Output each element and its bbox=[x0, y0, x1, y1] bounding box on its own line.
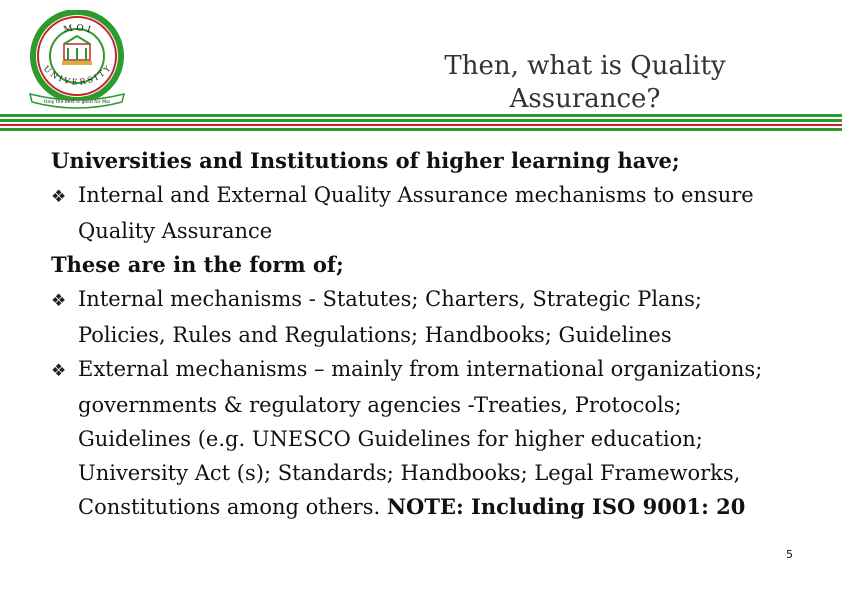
bullet-continuation: Guidelines (e.g. UNESCO Guidelines for higher education; bbox=[78, 427, 703, 451]
bullet-text: Internal mechanisms - Statutes; Charters, Strategic Plans; bbox=[78, 287, 702, 311]
logo-top-text: M O I bbox=[62, 23, 92, 36]
diamond-bullet-icon: ❖ bbox=[51, 187, 67, 207]
logo-ring-text: U N I V E R S I T Y bbox=[41, 64, 113, 87]
bullet-text: Constitutions among others. bbox=[78, 495, 387, 519]
slide-title-line: Assurance? bbox=[509, 84, 661, 114]
slide-body bbox=[51, 144, 811, 524]
page-number: 5 bbox=[786, 548, 793, 561]
note-text: NOTE: Including ISO 9001: 20 bbox=[386, 494, 746, 519]
bullet-text: External mechanisms – mainly from international organizations; bbox=[78, 357, 763, 381]
divider-line-green bbox=[0, 119, 842, 122]
slide-title bbox=[400, 50, 770, 116]
bullet-continuation: Policies, Rules and Regulations; Handbooks; Guidelines bbox=[78, 323, 672, 347]
divider-line-green bbox=[0, 114, 842, 117]
diamond-bullet-icon: ❖ bbox=[51, 361, 67, 381]
divider-line-red bbox=[0, 124, 842, 126]
divider-line-green bbox=[0, 128, 842, 131]
bullet-continuation bbox=[51, 490, 811, 524]
logo-banner-text: Only the best is good for Moi bbox=[43, 100, 111, 105]
bullet-item bbox=[51, 178, 811, 214]
bullet-continuation: Quality Assurance bbox=[78, 219, 273, 243]
bullet-text: Internal and External Quality Assurance mechanisms to ensure bbox=[78, 183, 754, 207]
moi-university-logo bbox=[18, 10, 136, 110]
slide-title-line: Then, what is Quality bbox=[444, 51, 726, 81]
bullet-continuation: University Act (s); Standards; Handbooks; Legal Frameworks, bbox=[78, 461, 741, 485]
body-heading: These are in the form of; bbox=[51, 252, 344, 277]
bullet-continuation: governments & regulatory agencies -Treaties, Protocols; bbox=[78, 393, 682, 417]
body-heading: Universities and Institutions of higher learning have; bbox=[51, 148, 680, 173]
diamond-bullet-icon: ❖ bbox=[51, 291, 67, 311]
bullet-item bbox=[51, 282, 811, 318]
header-divider bbox=[0, 114, 842, 134]
bullet-item bbox=[51, 352, 811, 388]
